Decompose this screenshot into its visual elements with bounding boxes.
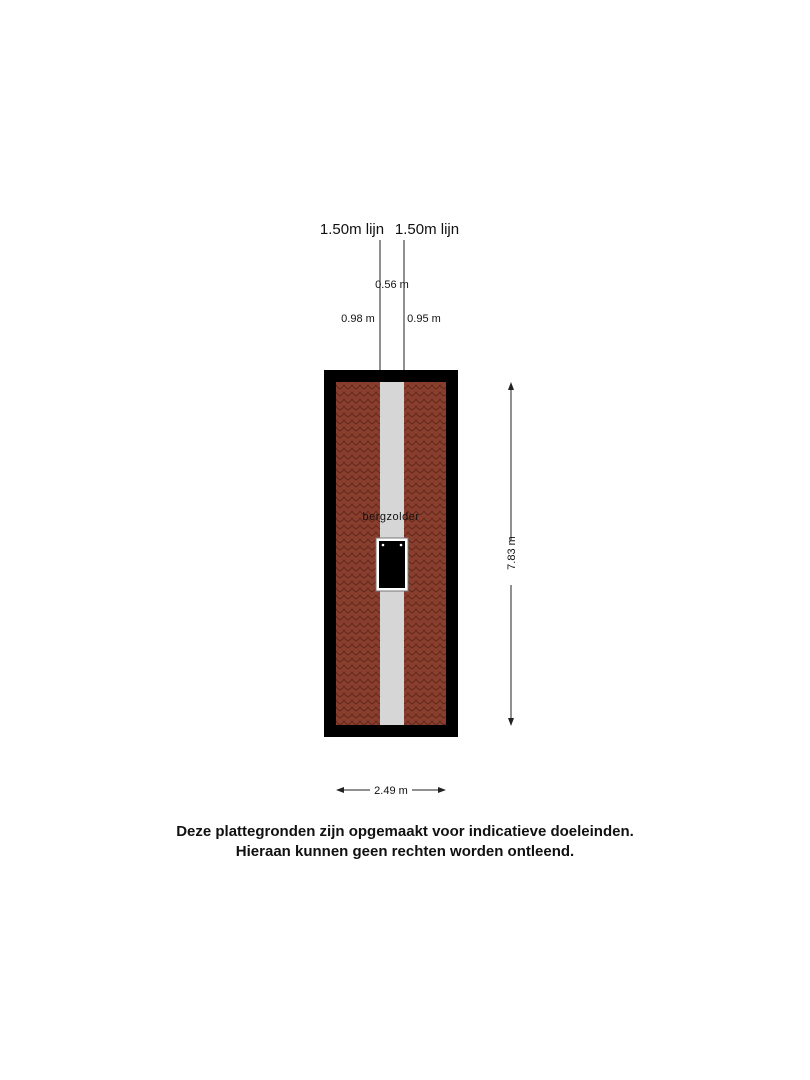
dim-left-slope: 0.98 m — [341, 313, 375, 325]
dim-width-arrow-left — [336, 787, 344, 793]
hatch-hinge-left — [382, 544, 385, 547]
dim-length-arrow-top — [508, 382, 514, 390]
hatch-hinge-right — [400, 544, 403, 547]
disclaimer-line-1: Deze plattegronden zijn opgemaakt voor indicatieve doeleinden. — [176, 823, 634, 840]
line-label-left: 1.50m lijn — [319, 221, 385, 238]
disclaimer-line-2: Hieraan kunnen geen rechten worden ontleend. — [235, 843, 575, 860]
dim-right-slope: 0.95 m — [407, 313, 441, 325]
dim-width: 2.49 m — [374, 785, 408, 797]
dim-length-arrow-bottom — [508, 718, 514, 726]
hatch-opening — [379, 541, 405, 588]
room-label: bergzolder — [362, 511, 420, 523]
dim-width-arrow-right — [438, 787, 446, 793]
dim-length: 7.83 m — [506, 536, 518, 570]
dim-between-lines: 0.56 m — [375, 279, 409, 291]
line-label-right: 1.50m lijn — [394, 221, 460, 238]
disclaimer — [0, 822, 810, 862]
